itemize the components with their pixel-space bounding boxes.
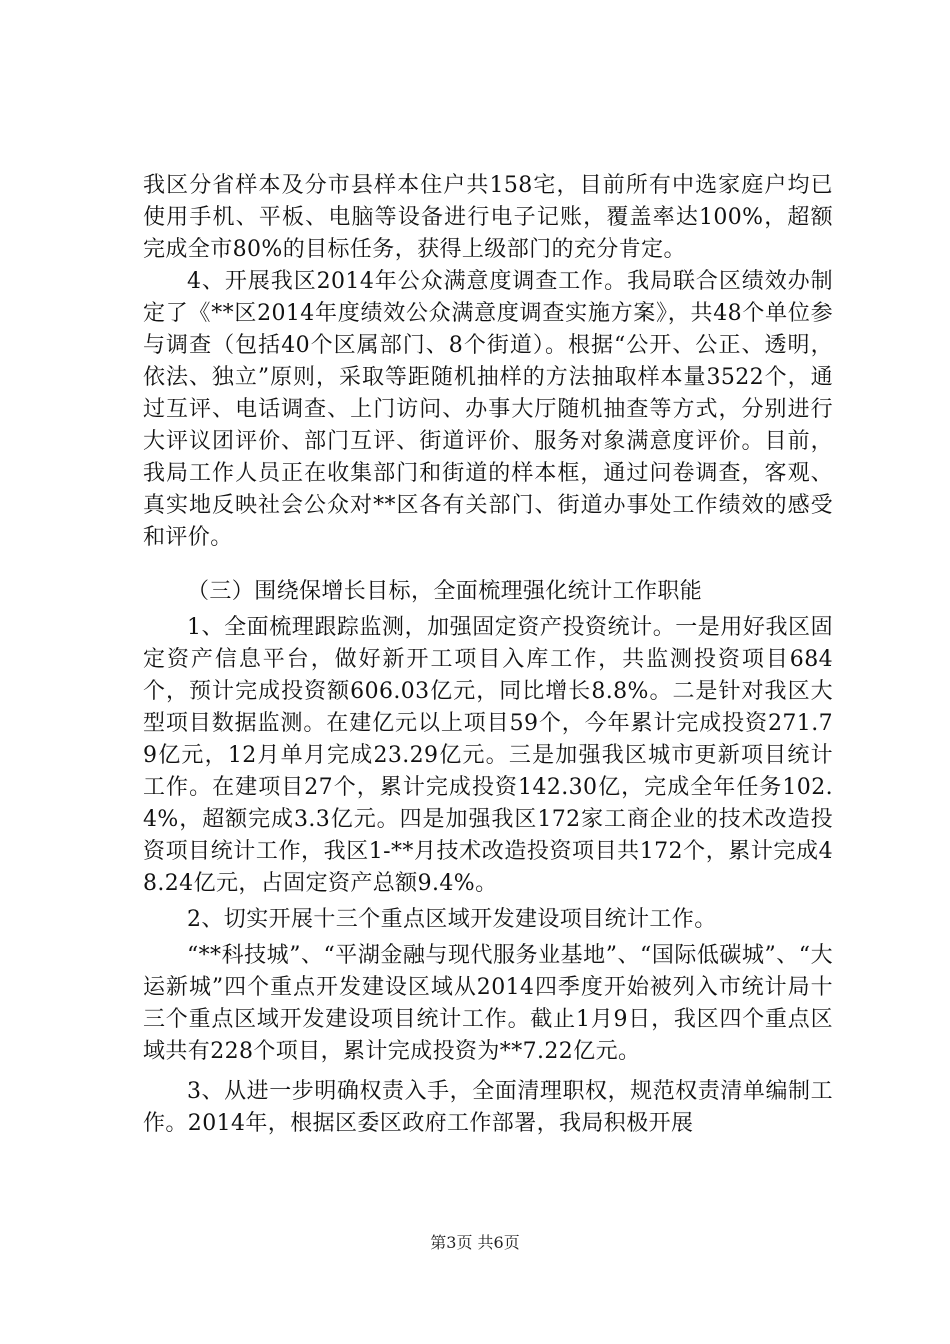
- paragraph-satisfaction-survey: 4、开展我区2014年公众满意度调查工作。我局联合区绩效办制定了《**区2014年度绩效公众满意度调查实施方案》，共48个单位参与调查（包括40个区属部门、8个街道）。根据“公开、公正、透明，依法、独立”原则，采取等距随机抽样的方法抽取样本量3522个，通过互评、电话调查、上门访问、办事大厅随机抽查等方式，分别进行大评议团评价、部门互评、街道评价、服务对象满意度评价。目前，我局工作人员正在收集部门和街道的样本框，通过问卷调查，客观、真实地反映社会公众对**区各有关部门、街道办事处工作绩效的感受和评价。: [143, 269, 833, 550]
- document-body: [143, 170, 833, 1140]
- section-heading-three: （三）围绕保增长目标，全面梳理强化统计工作职能: [187, 579, 703, 604]
- paragraph-sample-households: 我区分省样本及分市县样本住户共158宅，目前所有中选家庭户均已使用手机、平板、电脑等设备进行电子记账，覆盖率达100%，超额完成全市80%的目标任务，获得上级部门的充分肯定。: [143, 173, 833, 262]
- paragraph-key-areas-detail: “**科技城”、“平湖金融与现代服务业基地”、“国际低碳城”、“大运新城”四个重点开发建设区域从2014四季度开始被列入市统计局十三个重点区域开发建设项目统计工作。截止1月9日，我区四个重点区域共有228个项目，累计完成投资为**7.22亿元。: [143, 943, 833, 1064]
- paragraph-fixed-asset-statistics: 1、全面梳理跟踪监测，加强固定资产投资统计。一是用好我区固定资产信息平台，做好新开工项目入库工作，共监测投资项目684个，预计完成投资额606.03亿元，同比增长8.8%。二是针对我区大型项目数据监测。在建亿元以上项目59个，今年累计完成投资271.79亿元，12月单月完成23.29亿元。三是加强我区城市更新项目统计工作。在建项目27个，累计完成投资142.30亿，完成全年任务102.4%，超额完成3.3亿元。四是加强我区172家工商企业的技术改造投资项目统计工作，我区1-**月技术改造投资项目共172个，累计完成48.24亿元，占固定资产总额9.4%。: [143, 615, 833, 896]
- page-footer: 第3页 共6页: [430, 1233, 520, 1252]
- paragraph-key-areas-title: 2、切实开展十三个重点区域开发建设项目统计工作。: [187, 907, 717, 932]
- paragraph-power-list: 3、从进一步明确权责入手，全面清理职权，规范权责清单编制工作。2014年，根据区委区政府工作部署，我局积极开展: [143, 1079, 833, 1136]
